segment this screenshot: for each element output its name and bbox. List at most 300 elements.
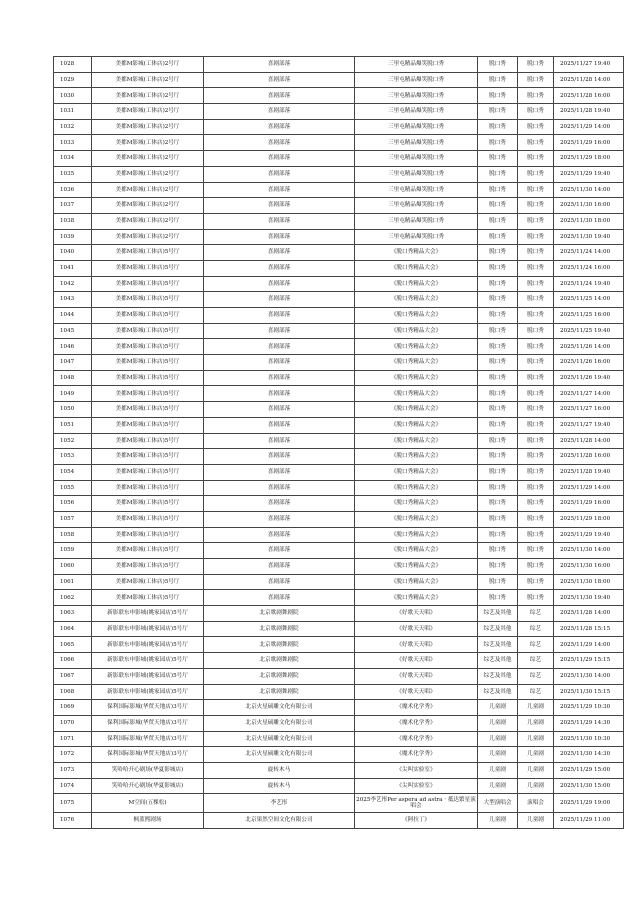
organizer-cell: 喜剧部落 (204, 480, 355, 496)
row-number: 1072 (54, 747, 92, 763)
table-row (54, 731, 624, 747)
table-row (54, 637, 624, 653)
row-number: 1074 (54, 778, 92, 794)
organizer-cell: 北京歌剧舞剧院 (204, 653, 355, 669)
showtime-cell: 2025/11/26 19:40 (554, 370, 624, 386)
showtime-cell: 2025/11/25 16:00 (554, 308, 624, 324)
show-title-cell: 《好歌天天唱》 (355, 668, 478, 684)
table-row (54, 245, 624, 261)
subcategory-cell: 综艺 (518, 668, 554, 684)
row-number: 1067 (54, 668, 92, 684)
row-number: 1036 (54, 182, 92, 198)
organizer-cell: 北京火星硕雕文化有限公司 (204, 747, 355, 763)
showtime-cell: 2025/11/30 15:00 (554, 778, 624, 794)
subcategory-cell: 脱口秀 (518, 574, 554, 590)
category-cell: 脱口秀 (478, 402, 518, 418)
organizer-cell: 喜剧部落 (204, 355, 355, 371)
show-title-cell: 三里屯精品爆笑脱口秀 (355, 229, 478, 245)
venue-cell: 新影联东申影城(姚家园店)5号厅 (92, 621, 204, 637)
showtime-cell: 2025/11/29 16:00 (554, 496, 624, 512)
table-row (54, 621, 624, 637)
subcategory-cell: 脱口秀 (518, 166, 554, 182)
organizer-cell: 北京果然空间文化有限公司 (204, 813, 355, 829)
row-number: 1034 (54, 151, 92, 167)
subcategory-cell: 脱口秀 (518, 104, 554, 120)
organizer-cell: 喜剧部落 (204, 151, 355, 167)
table-row (54, 229, 624, 245)
table-row (54, 386, 624, 402)
show-title-cell: 《脱口秀精品大会》 (355, 323, 478, 339)
row-number: 1060 (54, 559, 92, 575)
subcategory-cell: 儿童剧 (518, 762, 554, 778)
show-title-cell: 三里屯精品爆笑脱口秀 (355, 198, 478, 214)
category-cell: 脱口秀 (478, 464, 518, 480)
venue-cell: 美都M影城(工体店)2号厅 (92, 198, 204, 214)
showtime-cell: 2025/11/26 14:00 (554, 339, 624, 355)
organizer-cell: 喜剧部落 (204, 417, 355, 433)
category-cell: 儿童剧 (478, 715, 518, 731)
venue-cell: 美都M影城(工体店)2号厅 (92, 213, 204, 229)
venue-cell: 美都M影城(工体店)5号厅 (92, 260, 204, 276)
subcategory-cell: 儿童剧 (518, 715, 554, 731)
organizer-cell: 喜剧部落 (204, 574, 355, 590)
category-cell: 脱口秀 (478, 480, 518, 496)
row-number: 1033 (54, 135, 92, 151)
show-title-cell: 《脱口秀精品大会》 (355, 559, 478, 575)
subcategory-cell: 脱口秀 (518, 543, 554, 559)
venue-cell: 笑哈哈开心剧场(华夏影城店) (92, 778, 204, 794)
subcategory-cell: 脱口秀 (518, 370, 554, 386)
table-row (54, 762, 624, 778)
showtime-cell: 2025/11/27 19:40 (554, 57, 624, 73)
row-number: 1075 (54, 794, 92, 813)
showtime-cell: 2025/11/30 16:00 (554, 198, 624, 214)
show-title-cell: 《好歌天天唱》 (355, 653, 478, 669)
subcategory-cell: 脱口秀 (518, 590, 554, 606)
row-number: 1052 (54, 433, 92, 449)
table-row (54, 135, 624, 151)
table-row (54, 747, 624, 763)
row-number: 1059 (54, 543, 92, 559)
venue-cell: 美都M影城(工体店)2号厅 (92, 72, 204, 88)
organizer-cell: 喜剧部落 (204, 135, 355, 151)
organizer-cell: 喜剧部落 (204, 88, 355, 104)
category-cell: 脱口秀 (478, 72, 518, 88)
show-title-cell: 三里屯精品爆笑脱口秀 (355, 182, 478, 198)
organizer-cell: 喜剧部落 (204, 104, 355, 120)
showtime-cell: 2025/11/28 14:00 (554, 72, 624, 88)
table-row (54, 339, 624, 355)
venue-cell: 美都M影城(工体店)2号厅 (92, 119, 204, 135)
showtime-cell: 2025/11/28 16:00 (554, 88, 624, 104)
subcategory-cell: 综艺 (518, 621, 554, 637)
category-cell: 脱口秀 (478, 166, 518, 182)
row-number: 1056 (54, 496, 92, 512)
venue-cell: 美都M影城(工体店)5号厅 (92, 559, 204, 575)
table-body (54, 57, 624, 829)
showtime-cell: 2025/11/29 19:40 (554, 166, 624, 182)
category-cell: 脱口秀 (478, 511, 518, 527)
venue-cell: 枫蓝熙剧场 (92, 813, 204, 829)
table-row (54, 813, 624, 829)
venue-cell: 美都M影城(工体店)5号厅 (92, 292, 204, 308)
table-row (54, 684, 624, 700)
showtime-cell: 2025/11/29 16:00 (554, 135, 624, 151)
show-title-cell: 《脱口秀精品大会》 (355, 417, 478, 433)
venue-cell: 保利国际影城(华贸天地店)3号厅 (92, 731, 204, 747)
category-cell: 脱口秀 (478, 57, 518, 73)
show-title-cell: 《脱口秀精品大会》 (355, 402, 478, 418)
showtime-cell: 2025/11/29 18:00 (554, 511, 624, 527)
category-cell: 脱口秀 (478, 496, 518, 512)
show-title-cell: 《脱口秀精品大会》 (355, 245, 478, 261)
category-cell: 儿童剧 (478, 813, 518, 829)
subcategory-cell: 脱口秀 (518, 527, 554, 543)
show-title-cell: 《脱口秀精品大会》 (355, 480, 478, 496)
table-row (54, 574, 624, 590)
show-title-cell: 《脱口秀精品大会》 (355, 527, 478, 543)
row-number: 1050 (54, 402, 92, 418)
subcategory-cell: 脱口秀 (518, 229, 554, 245)
row-number: 1035 (54, 166, 92, 182)
row-number: 1063 (54, 606, 92, 622)
category-cell: 儿童剧 (478, 778, 518, 794)
showtime-cell: 2025/11/29 19:40 (554, 527, 624, 543)
organizer-cell: 喜剧部落 (204, 276, 355, 292)
show-title-cell: 三里屯精品爆笑脱口秀 (355, 119, 478, 135)
table-row (54, 668, 624, 684)
table-row (54, 276, 624, 292)
showtime-cell: 2025/11/30 14:00 (554, 182, 624, 198)
table-row (54, 323, 624, 339)
table-row (54, 590, 624, 606)
venue-cell: 新影联东申影城(姚家园店)5号厅 (92, 653, 204, 669)
showtime-cell: 2025/11/29 14:00 (554, 480, 624, 496)
venue-cell: 美都M影城(工体店)5号厅 (92, 323, 204, 339)
showtime-cell: 2025/11/28 19:40 (554, 104, 624, 120)
venue-cell: 保利国际影城(华贸天地店)3号厅 (92, 747, 204, 763)
subcategory-cell: 脱口秀 (518, 496, 554, 512)
table-row (54, 778, 624, 794)
organizer-cell: 北京火星硕雕文化有限公司 (204, 700, 355, 716)
category-cell: 脱口秀 (478, 417, 518, 433)
show-title-cell: 《脱口秀精品大会》 (355, 511, 478, 527)
organizer-cell: 喜剧部落 (204, 72, 355, 88)
category-cell: 脱口秀 (478, 182, 518, 198)
organizer-cell: 北京歌剧舞剧院 (204, 684, 355, 700)
row-number: 1046 (54, 339, 92, 355)
showtime-cell: 2025/11/25 14:00 (554, 292, 624, 308)
showtime-cell: 2025/11/28 15:15 (554, 621, 624, 637)
showtime-cell: 2025/11/30 18:00 (554, 213, 624, 229)
category-cell: 脱口秀 (478, 260, 518, 276)
subcategory-cell: 脱口秀 (518, 260, 554, 276)
row-number: 1049 (54, 386, 92, 402)
organizer-cell: 喜剧部落 (204, 339, 355, 355)
venue-cell: 美都M影城(工体店)5号厅 (92, 355, 204, 371)
subcategory-cell: 脱口秀 (518, 213, 554, 229)
organizer-cell: 喜剧部落 (204, 559, 355, 575)
category-cell: 综艺及其他 (478, 606, 518, 622)
show-title-cell: 《脱口秀精品大会》 (355, 355, 478, 371)
subcategory-cell: 脱口秀 (518, 511, 554, 527)
subcategory-cell: 综艺 (518, 684, 554, 700)
venue-cell: 新影联东申影城(姚家园店)5号厅 (92, 684, 204, 700)
table-row (54, 606, 624, 622)
row-number: 1070 (54, 715, 92, 731)
table-row (54, 543, 624, 559)
table-row (54, 151, 624, 167)
showtime-cell: 2025/11/29 15:00 (554, 762, 624, 778)
subcategory-cell: 儿童剧 (518, 700, 554, 716)
showtime-cell: 2025/11/30 19:40 (554, 590, 624, 606)
subcategory-cell: 儿童剧 (518, 731, 554, 747)
show-title-cell: 三里屯精品爆笑脱口秀 (355, 135, 478, 151)
showtime-cell: 2025/11/24 19:40 (554, 276, 624, 292)
subcategory-cell: 脱口秀 (518, 198, 554, 214)
subcategory-cell: 脱口秀 (518, 57, 554, 73)
category-cell: 综艺及其他 (478, 653, 518, 669)
row-number: 1058 (54, 527, 92, 543)
subcategory-cell: 脱口秀 (518, 119, 554, 135)
organizer-cell: 喜剧部落 (204, 198, 355, 214)
organizer-cell: 旋转木马 (204, 762, 355, 778)
showtime-cell: 2025/11/29 10:30 (554, 700, 624, 716)
venue-cell: 美都M影城(工体店)5号厅 (92, 417, 204, 433)
category-cell: 脱口秀 (478, 449, 518, 465)
row-number: 1043 (54, 292, 92, 308)
showtime-cell: 2025/11/24 16:00 (554, 260, 624, 276)
organizer-cell: 北京火星硕雕文化有限公司 (204, 731, 355, 747)
showtime-cell: 2025/11/27 14:00 (554, 386, 624, 402)
organizer-cell: 喜剧部落 (204, 213, 355, 229)
venue-cell: 美都M影城(工体店)5号厅 (92, 590, 204, 606)
subcategory-cell: 脱口秀 (518, 308, 554, 324)
category-cell: 大型演唱会 (478, 794, 518, 813)
subcategory-cell: 脱口秀 (518, 72, 554, 88)
category-cell: 综艺及其他 (478, 668, 518, 684)
organizer-cell: 喜剧部落 (204, 386, 355, 402)
venue-cell: 美都M影城(工体店)2号厅 (92, 229, 204, 245)
table-row (54, 449, 624, 465)
category-cell: 脱口秀 (478, 292, 518, 308)
showtime-cell: 2025/11/30 10:30 (554, 731, 624, 747)
row-number: 1062 (54, 590, 92, 606)
category-cell: 综艺及其他 (478, 637, 518, 653)
subcategory-cell: 脱口秀 (518, 417, 554, 433)
showtime-cell: 2025/11/29 18:00 (554, 151, 624, 167)
organizer-cell: 北京歌剧舞剧院 (204, 606, 355, 622)
category-cell: 脱口秀 (478, 370, 518, 386)
category-cell: 脱口秀 (478, 323, 518, 339)
category-cell: 脱口秀 (478, 135, 518, 151)
row-number: 1041 (54, 260, 92, 276)
show-title-cell: 《好歌天天唱》 (355, 621, 478, 637)
category-cell: 脱口秀 (478, 198, 518, 214)
table-row (54, 715, 624, 731)
subcategory-cell: 脱口秀 (518, 464, 554, 480)
row-number: 1044 (54, 308, 92, 324)
organizer-cell: 喜剧部落 (204, 323, 355, 339)
category-cell: 脱口秀 (478, 245, 518, 261)
table-row (54, 355, 624, 371)
subcategory-cell: 儿童剧 (518, 747, 554, 763)
table-row (54, 370, 624, 386)
showtime-cell: 2025/11/28 16:00 (554, 449, 624, 465)
performance-schedule-table (53, 56, 624, 829)
show-title-cell: 《魔术化学秀》 (355, 715, 478, 731)
category-cell: 脱口秀 (478, 590, 518, 606)
show-title-cell: 三里屯精品爆笑脱口秀 (355, 213, 478, 229)
table-row (54, 653, 624, 669)
organizer-cell: 喜剧部落 (204, 464, 355, 480)
show-title-cell: 《尖叫实验室》 (355, 762, 478, 778)
show-title-cell: 三里屯精品爆笑脱口秀 (355, 151, 478, 167)
category-cell: 综艺及其他 (478, 684, 518, 700)
showtime-cell: 2025/11/26 16:00 (554, 355, 624, 371)
row-number: 1057 (54, 511, 92, 527)
show-title-cell: 《脱口秀精品大会》 (355, 386, 478, 402)
venue-cell: 美都M影城(工体店)5号厅 (92, 543, 204, 559)
venue-cell: 美都M影城(工体店)5号厅 (92, 339, 204, 355)
venue-cell: 美都M影城(工体店)5号厅 (92, 527, 204, 543)
showtime-cell: 2025/11/29 19:00 (554, 794, 624, 813)
show-title-cell: 《魔术化学秀》 (355, 700, 478, 716)
showtime-cell: 2025/11/29 14:00 (554, 119, 624, 135)
organizer-cell: 旋转木马 (204, 778, 355, 794)
venue-cell: 美都M影城(工体店)5号厅 (92, 574, 204, 590)
show-title-cell: 《脱口秀精品大会》 (355, 308, 478, 324)
table-row (54, 559, 624, 575)
subcategory-cell: 综艺 (518, 653, 554, 669)
show-title-cell: 三里屯精品爆笑脱口秀 (355, 166, 478, 182)
venue-cell: 保利国际影城(华贸天地店)3号厅 (92, 700, 204, 716)
show-title-cell: 三里屯精品爆笑脱口秀 (355, 104, 478, 120)
show-title-cell: 《脱口秀精品大会》 (355, 574, 478, 590)
showtime-cell: 2025/11/29 14:00 (554, 637, 624, 653)
venue-cell: 美都M影城(工体店)5号厅 (92, 308, 204, 324)
row-number: 1053 (54, 449, 92, 465)
venue-cell: 保利国际影城(华贸天地店)3号厅 (92, 715, 204, 731)
category-cell: 脱口秀 (478, 386, 518, 402)
row-number: 1066 (54, 653, 92, 669)
subcategory-cell: 脱口秀 (518, 449, 554, 465)
subcategory-cell: 演唱会 (518, 794, 554, 813)
venue-cell: 美都M影城(工体店)5号厅 (92, 245, 204, 261)
table-row (54, 88, 624, 104)
organizer-cell: 喜剧部落 (204, 496, 355, 512)
table-row (54, 511, 624, 527)
show-title-cell: 《魔术化学秀》 (355, 747, 478, 763)
organizer-cell: 北京歌剧舞剧院 (204, 637, 355, 653)
table-row (54, 260, 624, 276)
organizer-cell: 北京歌剧舞剧院 (204, 621, 355, 637)
category-cell: 脱口秀 (478, 574, 518, 590)
show-title-cell: 《尖叫实验室》 (355, 778, 478, 794)
row-number: 1076 (54, 813, 92, 829)
category-cell: 脱口秀 (478, 339, 518, 355)
row-number: 1073 (54, 762, 92, 778)
row-number: 1031 (54, 104, 92, 120)
venue-cell: 美都M影城(工体店)2号厅 (92, 104, 204, 120)
show-title-cell: 《好歌天天唱》 (355, 684, 478, 700)
venue-cell: 美都M影城(工体店)2号厅 (92, 166, 204, 182)
venue-cell: 美都M影城(工体店)2号厅 (92, 135, 204, 151)
show-title-cell: 《脱口秀精品大会》 (355, 276, 478, 292)
table-row (54, 213, 624, 229)
venue-cell: 美都M影城(工体店)5号厅 (92, 276, 204, 292)
showtime-cell: 2025/11/28 19:40 (554, 464, 624, 480)
category-cell: 脱口秀 (478, 151, 518, 167)
row-number: 1054 (54, 464, 92, 480)
table-row (54, 166, 624, 182)
category-cell: 脱口秀 (478, 213, 518, 229)
organizer-cell: 喜剧部落 (204, 57, 355, 73)
table-row (54, 496, 624, 512)
showtime-cell: 2025/11/27 16:00 (554, 402, 624, 418)
subcategory-cell: 脱口秀 (518, 292, 554, 308)
venue-cell: 新影联东申影城(姚家园店)5号厅 (92, 606, 204, 622)
subcategory-cell: 脱口秀 (518, 433, 554, 449)
venue-cell: 美都M影城(工体店)5号厅 (92, 449, 204, 465)
showtime-cell: 2025/11/24 14:00 (554, 245, 624, 261)
subcategory-cell: 脱口秀 (518, 355, 554, 371)
show-title-cell: 《脱口秀精品大会》 (355, 496, 478, 512)
organizer-cell: 喜剧部落 (204, 527, 355, 543)
organizer-cell: 喜剧部落 (204, 182, 355, 198)
showtime-cell: 2025/11/30 14:30 (554, 747, 624, 763)
subcategory-cell: 脱口秀 (518, 480, 554, 496)
subcategory-cell: 儿童剧 (518, 778, 554, 794)
row-number: 1071 (54, 731, 92, 747)
organizer-cell: 喜剧部落 (204, 402, 355, 418)
row-number: 1069 (54, 700, 92, 716)
category-cell: 脱口秀 (478, 119, 518, 135)
organizer-cell: 喜剧部落 (204, 229, 355, 245)
showtime-cell: 2025/11/28 14:00 (554, 606, 624, 622)
row-number: 1045 (54, 323, 92, 339)
show-title-cell: 三里屯精品爆笑脱口秀 (355, 57, 478, 73)
organizer-cell: 喜剧部落 (204, 308, 355, 324)
subcategory-cell: 脱口秀 (518, 135, 554, 151)
showtime-cell: 2025/11/30 19:40 (554, 229, 624, 245)
table-row (54, 527, 624, 543)
table-row (54, 480, 624, 496)
show-title-cell: 《阿拉丁》 (355, 813, 478, 829)
showtime-cell: 2025/11/30 15:15 (554, 684, 624, 700)
category-cell: 脱口秀 (478, 559, 518, 575)
subcategory-cell: 脱口秀 (518, 88, 554, 104)
subcategory-cell: 脱口秀 (518, 245, 554, 261)
row-number: 1064 (54, 621, 92, 637)
table-row (54, 198, 624, 214)
showtime-cell: 2025/11/29 15:15 (554, 653, 624, 669)
table-row (54, 292, 624, 308)
table-row (54, 308, 624, 324)
row-number: 1029 (54, 72, 92, 88)
venue-cell: 美都M影城(工体店)5号厅 (92, 370, 204, 386)
show-title-cell: 《魔术化学秀》 (355, 731, 478, 747)
category-cell: 脱口秀 (478, 527, 518, 543)
table-row (54, 700, 624, 716)
organizer-cell: 喜剧部落 (204, 260, 355, 276)
show-title-cell: 《脱口秀精品大会》 (355, 339, 478, 355)
organizer-cell: 喜剧部落 (204, 433, 355, 449)
table-row (54, 464, 624, 480)
showtime-cell: 2025/11/30 16:00 (554, 559, 624, 575)
venue-cell: 新影联东申影城(姚家园店)5号厅 (92, 637, 204, 653)
row-number: 1028 (54, 57, 92, 73)
